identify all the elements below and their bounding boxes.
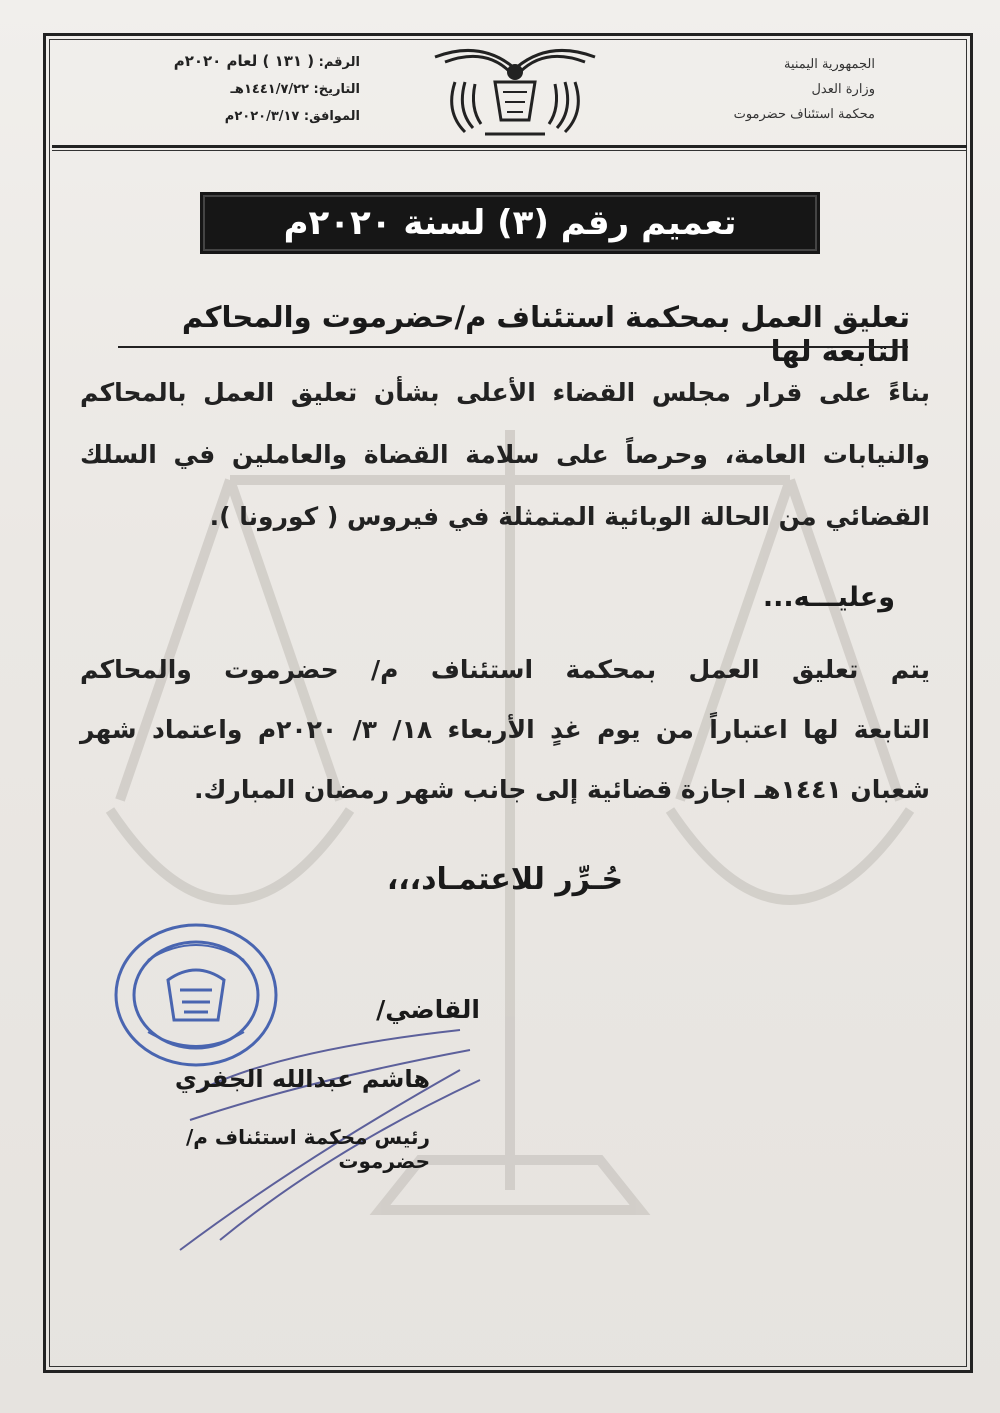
reference-number: ( ١٣١ ) لعام ٢٠٢٠م: [173, 52, 315, 70]
therefore-label: وعليـــه...: [762, 582, 895, 613]
ministry-line-ministry: وزارة العدل: [811, 82, 875, 97]
hijri-date-value: ١٤٤١/٧/٢٢هـ: [230, 82, 309, 97]
decision-line-2: التابعة لها اعتباراً من يوم غدٍ الأربعاء ١٨/ ٣/ ٢٠٢٠م واعتماد شهر: [80, 715, 930, 744]
hijri-date-row: [160, 76, 360, 103]
decision-line-1: يتم تعليق العمل بمحكمة استئناف م/ حضرموت والمحاكم: [80, 655, 930, 684]
header-divider: [52, 145, 967, 148]
judge-title: رئيس محكمة استئناف م/ حضرموت: [185, 1125, 430, 1173]
ministry-line-republic: الجمهورية اليمنية: [783, 57, 875, 72]
intro-line-1: بناءً على قرار مجلس القضاء الأعلى بشأن تعليق العمل بالمحاكم: [80, 378, 930, 407]
reference-header: [160, 48, 360, 130]
closing-phrase: حُـرِّر للاعتمـاد،،،: [386, 862, 624, 897]
yemen-eagle-emblem-icon: [425, 42, 605, 142]
ministry-header: [725, 52, 875, 127]
ministry-line-court: محكمة استئناف حضرموت: [733, 107, 875, 122]
gregorian-date-label: الموافق:: [303, 109, 360, 124]
gregorian-date-value: ٢٠٢٠/٣/١٧م: [224, 109, 300, 124]
intro-line-3: القضائي من الحالة الوبائية المتمثلة في فيروس ( كورونا ).: [209, 502, 930, 531]
judge-label: القاضي/: [376, 995, 480, 1024]
judge-name: هاشم عبدالله الجفري: [174, 1065, 430, 1093]
gregorian-date-row: [160, 103, 360, 130]
decision-line-3: شعبان ١٤٤١هـ اجازة قضائية إلى جانب شهر رمضان المبارك.: [194, 775, 930, 804]
header-divider-thin: [52, 150, 967, 151]
circular-title: تعميم رقم (٣) لسنة ٢٠٢٠م: [200, 192, 820, 254]
subject-underline: [118, 346, 908, 348]
intro-line-2: والنيابات العامة، وحرصاً على سلامة القضاة والعاملين في السلك: [80, 440, 930, 469]
subject-heading: تعليق العمل بمحكمة استئناف م/حضرموت والمحاكم التابعة لها: [181, 300, 910, 368]
reference-label: الرقم:: [318, 55, 360, 70]
reference-number-row: [160, 48, 360, 76]
hijri-date-label: التاريخ:: [313, 82, 360, 97]
